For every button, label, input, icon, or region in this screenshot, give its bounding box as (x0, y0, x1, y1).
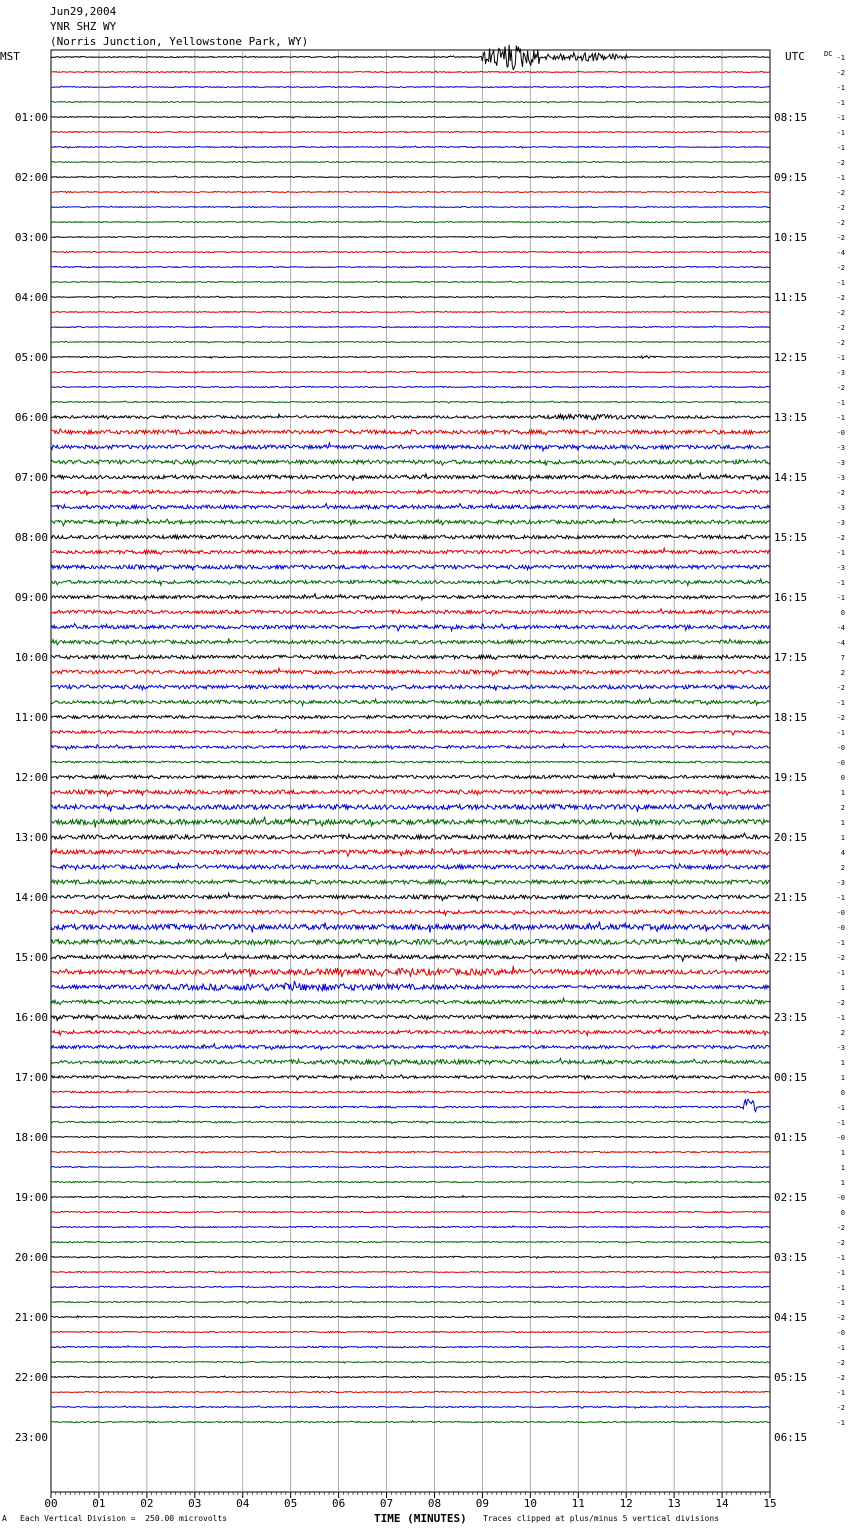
seismic-trace (51, 45, 770, 70)
seismic-trace (51, 1029, 770, 1036)
seismic-trace (51, 371, 770, 373)
dc-offset-label: -1 (836, 894, 845, 902)
dc-offset-label: -2 (836, 684, 845, 692)
hour-label-utc: 14:15 (774, 471, 808, 484)
dc-offset-label: 1 (840, 1059, 845, 1067)
dc-offset-label: -0 (836, 909, 845, 917)
dc-offset-label: -3 (836, 504, 845, 512)
dc-offset-label: -1 (836, 114, 845, 122)
seismic-trace (51, 981, 770, 991)
hour-label-utc: 23:15 (774, 1011, 808, 1024)
seismic-trace (51, 1331, 770, 1333)
dc-offset-label: -1 (836, 1014, 845, 1022)
dc-offset-label: -1 (836, 1299, 845, 1307)
hour-label-mst: 04:00 (14, 291, 48, 304)
seismic-trace (51, 609, 770, 614)
seismic-trace (51, 401, 770, 403)
seismic-trace (51, 86, 770, 88)
hour-label-mst: 01:00 (14, 111, 48, 124)
hour-label-utc: 05:15 (774, 1371, 808, 1384)
hour-label-mst: 02:00 (14, 171, 48, 184)
seismic-trace (51, 966, 770, 977)
seismic-trace (51, 699, 770, 706)
seismic-trace (51, 101, 770, 103)
hour-label-utc: 01:15 (774, 1131, 808, 1144)
seismic-trace (51, 71, 770, 73)
hour-label-utc: 03:15 (774, 1251, 808, 1264)
dc-offset-label: -2 (836, 294, 845, 302)
dc-offset-label: -3 (836, 459, 845, 467)
x-tick-label: 08 (427, 1497, 442, 1510)
clip-note: Traces clipped at plus/minus 5 vertical divisions (483, 1514, 720, 1523)
seismic-trace (51, 939, 770, 945)
seismic-trace (51, 668, 770, 675)
seismic-trace (51, 1271, 770, 1273)
hour-label-mst: 23:00 (14, 1431, 48, 1444)
seismic-trace (51, 655, 770, 660)
hour-label-mst: 16:00 (14, 1011, 48, 1024)
hour-label-mst: 09:00 (14, 591, 48, 604)
dc-offset-label: -1 (836, 969, 845, 977)
x-tick-label: 00 (44, 1497, 58, 1510)
hour-label-mst: 13:00 (14, 831, 48, 844)
dc-offset-label: -2 (836, 1224, 845, 1232)
dc-offset-label: -0 (836, 744, 845, 752)
hour-label-utc: 13:15 (774, 411, 808, 424)
seismic-trace (51, 1120, 770, 1123)
hour-label-utc: 00:15 (774, 1071, 808, 1084)
seismic-trace (51, 1166, 770, 1168)
seismic-trace (51, 715, 770, 719)
dc-offset-label: -4 (836, 639, 845, 647)
dc-offset-label: -1 (836, 174, 845, 182)
dc-offset-label: -2 (836, 384, 845, 392)
seismic-trace (51, 116, 770, 118)
hour-label-mst: 12:00 (14, 771, 48, 784)
dc-offset-label: -3 (836, 564, 845, 572)
seismic-trace (51, 237, 770, 239)
hour-label-mst: 15:00 (14, 951, 48, 964)
x-tick-label: 11 (571, 1497, 585, 1510)
dc-offset-label: -0 (836, 759, 845, 767)
dc-offset-label: -0 (836, 1329, 845, 1337)
dc-offset-label: -1 (836, 414, 845, 422)
dc-offset-label: 1 (840, 1164, 845, 1172)
dc-offset-label: -2 (836, 1374, 845, 1382)
dc-offset-label: 0 (840, 1089, 845, 1097)
seismic-trace (51, 161, 770, 163)
hour-label-utc: 18:15 (774, 711, 808, 724)
dc-offset-label: -4 (836, 624, 845, 632)
hour-label-utc: 21:15 (774, 891, 808, 904)
dc-offset-label: -2 (836, 324, 845, 332)
dc-offset-label: -2 (836, 1404, 845, 1412)
hour-label-mst: 07:00 (14, 471, 48, 484)
hour-label-mst: 03:00 (14, 231, 48, 244)
seismic-trace (51, 833, 770, 840)
x-tick-label: 03 (188, 1497, 202, 1510)
seismic-trace (51, 761, 770, 763)
dc-offset-label: -2 (836, 534, 845, 542)
seismic-trace (51, 1044, 770, 1050)
chart-labels (15, 54, 845, 1510)
dc-offset-label: -2 (836, 339, 845, 347)
seismic-trace (51, 1346, 770, 1349)
seismic-trace (51, 594, 770, 601)
dc-offset-label: 1 (840, 1179, 845, 1187)
seismic-trace (51, 579, 770, 585)
seismic-trace (51, 849, 770, 857)
dc-offset-label: -2 (836, 714, 845, 722)
x-tick-label: 04 (236, 1497, 250, 1510)
dc-offset-label: -1 (836, 1284, 845, 1292)
seismic-trace (51, 1136, 770, 1138)
seismic-trace (51, 1256, 770, 1258)
dc-offset-label: -2 (836, 219, 845, 227)
seismic-trace (51, 191, 770, 193)
seismic-trace (51, 1241, 770, 1243)
dc-offset-label: 2 (840, 1029, 845, 1037)
dc-offset-label: -3 (836, 519, 845, 527)
seismic-trace (51, 998, 770, 1004)
seismic-trace (51, 624, 770, 631)
dc-offset-label: -1 (836, 1119, 845, 1127)
dc-offset-label: -2 (836, 159, 845, 167)
dc-offset-label: -1 (836, 579, 845, 587)
dc-offset-label: -1 (836, 99, 845, 107)
left-timezone-label: MST (0, 50, 20, 63)
hour-label-utc: 08:15 (774, 111, 808, 124)
hour-label-mst: 21:00 (14, 1311, 48, 1324)
dc-offset-label: -1 (836, 354, 845, 362)
seismic-trace (51, 1301, 770, 1303)
seismic-trace (51, 414, 770, 420)
seismic-trace (51, 803, 770, 812)
dc-offset-label: -2 (836, 264, 845, 272)
x-tick-label: 15 (763, 1497, 777, 1510)
dc-offset-label: -1 (836, 1389, 845, 1397)
seismic-trace (51, 429, 770, 435)
dc-offset-label: -3 (836, 474, 845, 482)
dc-offset-label: 4 (840, 849, 845, 857)
dc-offset-label: -2 (836, 69, 845, 77)
seismic-trace (51, 1421, 770, 1423)
x-tick-label: 05 (284, 1497, 298, 1510)
dc-offset-label: 1 (840, 1149, 845, 1157)
seismic-trace (51, 460, 770, 466)
station-code: YNR SHZ WY (50, 20, 117, 33)
seismic-trace (51, 1226, 770, 1229)
hour-label-utc: 11:15 (774, 291, 808, 304)
dc-offset-label: -0 (836, 429, 845, 437)
seismic-trace (51, 1196, 770, 1198)
hour-label-mst: 17:00 (14, 1071, 48, 1084)
dc-offset-label: -0 (836, 924, 845, 932)
seismic-trace (51, 443, 770, 451)
hour-label-utc: 22:15 (774, 951, 808, 964)
seismic-trace (51, 638, 770, 645)
seismic-trace (51, 490, 770, 495)
dc-offset-label: 1 (840, 1074, 845, 1082)
dc-offset-label: -3 (836, 879, 845, 887)
dc-offset-label: -3 (836, 1044, 845, 1052)
x-tick-label: 09 (475, 1497, 490, 1510)
hour-label-mst: 14:00 (14, 891, 48, 904)
hour-label-mst: 20:00 (14, 1251, 48, 1264)
dc-offset-label: -1 (836, 279, 845, 287)
seismic-trace (51, 311, 770, 312)
seismic-trace (51, 893, 770, 900)
seismic-trace (51, 221, 770, 223)
seismic-trace (51, 296, 770, 298)
seismic-trace (51, 1015, 770, 1020)
dc-offset-label: -1 (836, 699, 845, 707)
x-axis-title: TIME (MINUTES) (374, 1512, 467, 1525)
seismic-trace (51, 132, 770, 134)
dc-offset-label: 1 (840, 789, 845, 797)
seismic-trace (51, 1058, 770, 1064)
dc-offset-label: -3 (836, 444, 845, 452)
seismic-trace (51, 326, 770, 328)
dc-offset-label: -2 (836, 954, 845, 962)
dc-offset-label: -1 (836, 729, 845, 737)
seismic-trace (51, 1286, 770, 1288)
hour-label-utc: 09:15 (774, 171, 808, 184)
seismic-trace (51, 176, 770, 178)
right-timezone-label: UTC (785, 50, 805, 63)
seismic-trace (51, 341, 770, 343)
hour-label-utc: 12:15 (774, 351, 808, 364)
hour-label-mst: 10:00 (14, 651, 48, 664)
x-tick-label: 14 (715, 1497, 729, 1510)
seismic-trace (51, 1361, 770, 1363)
seismic-trace (51, 146, 770, 148)
seismic-trace (51, 1316, 770, 1318)
seismic-trace (51, 1151, 770, 1154)
x-tick-label: 10 (523, 1497, 537, 1510)
hour-label-utc: 17:15 (774, 651, 808, 664)
hour-label-mst: 19:00 (14, 1191, 48, 1204)
dc-offset-label: -1 (836, 399, 845, 407)
dc-offset-label: -3 (836, 369, 845, 377)
dc-offset-label: -4 (836, 249, 845, 257)
seismic-trace (51, 922, 770, 933)
hour-label-utc: 15:15 (774, 531, 808, 544)
dc-offset-label: 1 (840, 819, 845, 827)
seismic-trace (51, 1099, 770, 1111)
dc-offset-label: 7 (840, 654, 845, 662)
chart-traces (51, 45, 770, 1423)
dc-offset-label: -1 (836, 54, 845, 62)
dc-offset-label: -1 (836, 84, 845, 92)
dc-offset-label: -1 (836, 939, 845, 947)
seismic-trace (51, 880, 770, 885)
x-tick-label: 01 (92, 1497, 106, 1510)
seismic-trace (51, 817, 770, 828)
dc-offset-label: -1 (836, 1269, 845, 1277)
seismic-trace (51, 548, 770, 554)
dc-offset-label: -2 (836, 204, 845, 212)
seismic-trace (51, 504, 770, 509)
dc-offset-label: -2 (836, 234, 845, 242)
hour-label-mst: 18:00 (14, 1131, 48, 1144)
hour-label-utc: 02:15 (774, 1191, 808, 1204)
seismic-trace (51, 774, 770, 780)
record-date: Jun29,2004 (50, 5, 117, 18)
dc-offset-label: -2 (836, 999, 845, 1007)
dc-offset-label: -1 (836, 1344, 845, 1352)
dc-offset-label: -1 (836, 594, 845, 602)
hour-label-mst: 22:00 (14, 1371, 48, 1384)
seismic-trace (51, 790, 770, 796)
dc-label: DC (824, 50, 833, 58)
seismic-trace (51, 386, 770, 388)
seismic-trace (51, 1075, 770, 1080)
seismic-trace (51, 685, 770, 691)
x-tick-label: 07 (379, 1497, 394, 1510)
dc-offset-label: 2 (840, 864, 845, 872)
dc-offset-label: 1 (840, 984, 845, 992)
dc-offset-label: -1 (836, 549, 845, 557)
dc-offset-label: -2 (836, 1314, 845, 1322)
dc-offset-label: 0 (840, 774, 845, 782)
seismic-trace (51, 1391, 770, 1393)
hour-label-utc: 10:15 (774, 231, 808, 244)
dc-offset-label: 0 (840, 1209, 845, 1217)
dc-offset-label: -2 (836, 1359, 845, 1367)
scale-note: Each Vertical Division = 250.00 microvolts (20, 1514, 228, 1523)
dc-offset-label: 1 (840, 834, 845, 842)
dc-offset-label: -1 (836, 1254, 845, 1262)
dc-offset-label: 2 (840, 804, 845, 812)
x-tick-label: 06 (331, 1497, 346, 1510)
dc-offset-label: -2 (836, 309, 845, 317)
hour-label-mst: 06:00 (14, 411, 48, 424)
seismic-trace (51, 954, 770, 961)
dc-offset-label: -0 (836, 1194, 845, 1202)
seismic-trace (51, 266, 770, 268)
seismic-trace (51, 1406, 770, 1408)
seismic-trace (51, 1181, 770, 1183)
x-tick-label: 02 (140, 1497, 154, 1510)
hour-label-utc: 20:15 (774, 831, 808, 844)
dc-offset-label: -2 (836, 189, 845, 197)
seismic-trace (51, 281, 770, 282)
hour-label-utc: 16:15 (774, 591, 808, 604)
hour-label-utc: 06:15 (774, 1431, 808, 1444)
dc-offset-label: -1 (836, 1104, 845, 1112)
dc-offset-label: -1 (836, 129, 845, 137)
x-tick-label: 13 (667, 1497, 681, 1510)
seismic-trace (51, 729, 770, 735)
seismic-trace (51, 744, 770, 749)
seismic-trace (51, 534, 770, 539)
seismic-trace (51, 518, 770, 526)
dc-offset-label: 0 (840, 609, 845, 617)
seismic-trace (51, 356, 770, 359)
seismic-trace (51, 565, 770, 571)
hour-label-utc: 19:15 (774, 771, 808, 784)
seismic-trace (51, 206, 770, 208)
hour-label-mst: 08:00 (14, 531, 48, 544)
hour-label-mst: 11:00 (14, 711, 48, 724)
seismic-trace (51, 863, 770, 870)
dc-offset-label: -0 (836, 1134, 845, 1142)
dc-offset-label: -2 (836, 489, 845, 497)
x-tick-label: 12 (619, 1497, 633, 1510)
dc-offset-label: -1 (836, 144, 845, 152)
hour-label-mst: 05:00 (14, 351, 48, 364)
seismic-trace (51, 473, 770, 481)
seismic-trace (51, 1090, 770, 1093)
footer-mark: A (2, 1514, 7, 1523)
seismic-trace (51, 1211, 770, 1213)
seismic-trace (51, 910, 770, 915)
hour-label-utc: 04:15 (774, 1311, 808, 1324)
dc-offset-label: -2 (836, 1239, 845, 1247)
dc-offset-label: -1 (836, 1419, 845, 1427)
seismic-trace (51, 251, 770, 253)
dc-offset-label: 2 (840, 669, 845, 677)
station-location: (Norris Junction, Yellowstone Park, WY) (50, 35, 309, 48)
seismic-trace (51, 1376, 770, 1379)
